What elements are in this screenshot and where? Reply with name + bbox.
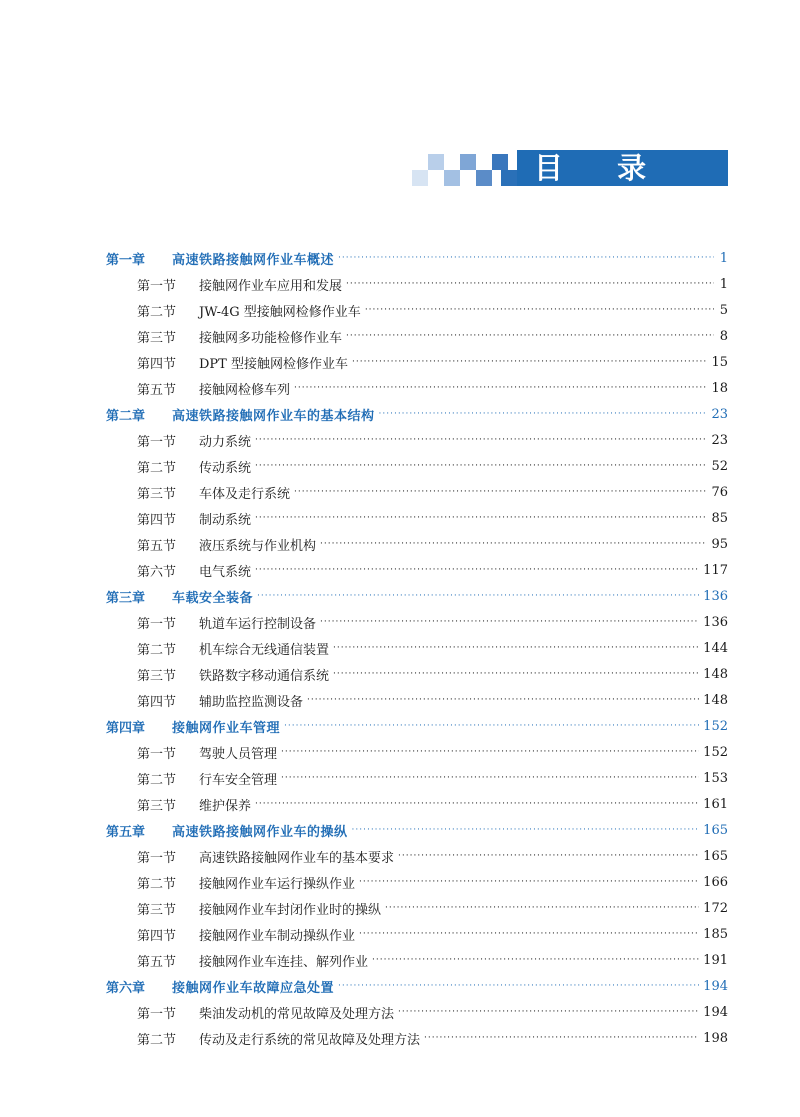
toc-entry-title: 高速铁路接触网作业车的基本结构 — [172, 408, 375, 424]
dot-leader — [398, 1005, 699, 1019]
dot-leader — [255, 563, 699, 577]
toc-entry-number: 第一节 — [137, 746, 177, 762]
toc-entry-number: 第一章 — [106, 252, 146, 268]
toc-section-row[interactable] — [137, 479, 728, 505]
toc-page-number: 85 — [711, 510, 728, 526]
toc-entry-number: 第二节 — [137, 642, 177, 658]
toc-section-row[interactable] — [137, 453, 728, 479]
toc-entry-title: 车体及走行系统 — [199, 486, 291, 502]
dot-leader — [257, 589, 699, 603]
toc-page-number: 191 — [703, 952, 728, 968]
toc-entry-number: 第六章 — [106, 980, 146, 996]
dot-leader — [365, 303, 714, 317]
dot-leader — [255, 797, 699, 811]
toc-page-number: 5 — [719, 302, 728, 318]
toc-entry-number: 第四章 — [106, 720, 146, 736]
toc-page-number: 198 — [703, 1030, 728, 1046]
dot-leader — [255, 459, 707, 473]
toc-chapter-row[interactable] — [106, 973, 728, 999]
toc-entry-title: 制动系统 — [199, 512, 252, 528]
toc-entry-title: 铁路数字移动通信系统 — [199, 668, 330, 684]
toc-entry-title: 接触网检修车列 — [199, 382, 291, 398]
toc-entry-title: 行车安全管理 — [199, 772, 278, 788]
toc-section-row[interactable] — [137, 323, 728, 349]
toc-entry-title: 高速铁路接触网作业车的操纵 — [172, 824, 348, 840]
toc-section-row[interactable] — [137, 635, 728, 661]
toc-page-number: 194 — [703, 978, 728, 994]
dot-leader — [398, 849, 699, 863]
decor-square — [501, 170, 517, 186]
toc-page-number: 136 — [703, 614, 728, 630]
toc-entry-title: 辅助监控监测设备 — [199, 694, 304, 710]
toc-section-row[interactable] — [137, 739, 728, 765]
toc-section-row[interactable] — [137, 271, 728, 297]
toc-entry-title: 车载安全装备 — [172, 590, 254, 606]
toc-page-number: 8 — [719, 328, 728, 344]
dot-leader — [359, 927, 699, 941]
toc-entry-number: 第五章 — [106, 824, 146, 840]
toc-page-number: 76 — [711, 484, 728, 500]
toc-section-row[interactable] — [137, 1025, 728, 1051]
dot-leader — [346, 277, 714, 291]
dot-leader — [320, 615, 699, 629]
toc-entry-title: 接触网作业车运行操纵作业 — [199, 876, 356, 892]
decor-square — [460, 154, 476, 170]
dot-leader — [333, 641, 699, 655]
toc-entry-number: 第一节 — [137, 616, 177, 632]
toc-section-row[interactable] — [137, 843, 728, 869]
toc-entry-title: 接触网作业车制动操纵作业 — [199, 928, 356, 944]
toc-entry-number: 第二节 — [137, 460, 177, 476]
toc-page-number: 95 — [711, 536, 728, 552]
toc-page-number: 172 — [703, 900, 728, 916]
dot-leader — [333, 667, 699, 681]
toc-section-row[interactable] — [137, 609, 728, 635]
dot-leader — [338, 251, 714, 265]
toc-entry-number: 第四节 — [137, 512, 177, 528]
toc-entry-title: 接触网作业车故障应急处置 — [172, 980, 335, 996]
toc-chapter-row[interactable] — [106, 817, 728, 843]
toc-entry-number: 第三节 — [137, 486, 177, 502]
toc-entry-number: 第二节 — [137, 772, 177, 788]
dot-leader — [352, 823, 700, 837]
toc-page-number: 161 — [703, 796, 728, 812]
toc-chapter-row[interactable] — [106, 401, 728, 427]
decor-square — [428, 154, 444, 170]
toc-page-number: 165 — [703, 822, 728, 838]
toc-entry-title: 电气系统 — [199, 564, 252, 580]
toc-section-row[interactable] — [137, 557, 728, 583]
toc-entry-number: 第一节 — [137, 850, 177, 866]
toc-entry-number: 第四节 — [137, 928, 177, 944]
decor-square — [444, 170, 460, 186]
dot-leader — [385, 901, 699, 915]
dot-leader — [338, 979, 699, 993]
toc-section-row[interactable] — [137, 375, 728, 401]
dot-leader — [359, 875, 699, 889]
toc-entry-number: 第三节 — [137, 902, 177, 918]
toc-entry-number: 第二节 — [137, 876, 177, 892]
toc-section-row[interactable] — [137, 297, 728, 323]
toc-page-number: 52 — [711, 458, 728, 474]
toc-entry-number: 第一节 — [137, 278, 177, 294]
toc-chapter-row[interactable] — [106, 713, 728, 739]
toc-section-row[interactable] — [137, 531, 728, 557]
toc-page-number: 148 — [703, 692, 728, 708]
toc-section-row[interactable] — [137, 921, 728, 947]
toc-entry-number: 第二节 — [137, 304, 177, 320]
dot-leader — [346, 329, 714, 343]
toc-entry-title: 维护保养 — [199, 798, 252, 814]
dot-leader — [307, 693, 699, 707]
toc-page-number: 185 — [703, 926, 728, 942]
page-title: 目 录 — [534, 151, 669, 185]
toc-entry-title: DPT 型接触网检修作业车 — [199, 356, 348, 372]
toc-entry-title: JW-4G 型接触网检修作业车 — [199, 304, 361, 320]
toc-entry-number: 第五节 — [137, 538, 177, 554]
toc-section-row[interactable] — [137, 349, 728, 375]
dot-leader — [294, 485, 707, 499]
toc-entry-title: 接触网作业车封闭作业时的操纵 — [199, 902, 382, 918]
toc-entry-number: 第二章 — [106, 408, 146, 424]
toc-page-number: 165 — [703, 848, 728, 864]
toc-entry-title: 接触网作业车应用和发展 — [199, 278, 343, 294]
toc-entry-title: 机车综合无线通信装置 — [199, 642, 330, 658]
toc-entry-number: 第一节 — [137, 434, 177, 450]
toc-entry-number: 第三节 — [137, 668, 177, 684]
toc-entry-number: 第三章 — [106, 590, 146, 606]
toc-page-number: 1 — [719, 250, 728, 266]
toc-page-number: 152 — [703, 718, 728, 734]
toc-section-row[interactable] — [137, 661, 728, 687]
dot-leader — [255, 511, 707, 525]
toc-section-row[interactable] — [137, 765, 728, 791]
toc-page-number: 15 — [711, 354, 728, 370]
toc-section-row[interactable] — [137, 505, 728, 531]
toc-section-row[interactable] — [137, 687, 728, 713]
decor-square — [492, 154, 508, 170]
toc-page-number: 23 — [711, 406, 728, 422]
toc-section-row[interactable] — [137, 427, 728, 453]
toc-page-number: 23 — [711, 432, 728, 448]
decor-square — [412, 170, 428, 186]
toc-entry-title: 驾驶人员管理 — [199, 746, 278, 762]
decor-square — [476, 170, 492, 186]
toc-entry-title: 液压系统与作业机构 — [199, 538, 317, 554]
toc-entry-number: 第四节 — [137, 694, 177, 710]
dot-leader — [372, 953, 699, 967]
toc-section-row[interactable] — [137, 869, 728, 895]
toc-entry-number: 第二节 — [137, 1032, 177, 1048]
dot-leader — [294, 381, 707, 395]
dot-leader — [379, 407, 708, 421]
toc-entry-number: 第三节 — [137, 330, 177, 346]
toc-page-number: 144 — [703, 640, 728, 656]
toc-page-number: 194 — [703, 1004, 728, 1020]
toc-section-row[interactable] — [137, 999, 728, 1025]
dot-leader — [255, 433, 707, 447]
toc-page-number: 152 — [703, 744, 728, 760]
toc-page-number: 166 — [703, 874, 728, 890]
dot-leader — [281, 771, 699, 785]
toc-section-row[interactable] — [137, 791, 728, 817]
toc-page-number: 136 — [703, 588, 728, 604]
toc-entry-title: 接触网作业车连挂、解列作业 — [199, 954, 369, 970]
toc-page-number: 148 — [703, 666, 728, 682]
toc-entry-title: 动力系统 — [199, 434, 252, 450]
toc-page-number: 153 — [703, 770, 728, 786]
dot-leader — [320, 537, 707, 551]
toc-page-number: 1 — [719, 276, 728, 292]
toc-entry-title: 传动及走行系统的常见故障及处理方法 — [199, 1032, 421, 1048]
toc-entry-number: 第五节 — [137, 954, 177, 970]
toc-entry-number: 第五节 — [137, 382, 177, 398]
toc-chapter-row[interactable] — [106, 245, 728, 271]
toc-entry-title: 柴油发动机的常见故障及处理方法 — [199, 1006, 395, 1022]
toc-entry-title: 接触网多功能检修作业车 — [199, 330, 343, 346]
dot-leader — [284, 719, 699, 733]
toc-section-row[interactable] — [137, 947, 728, 973]
dot-leader — [281, 745, 699, 759]
dot-leader — [352, 355, 707, 369]
toc-entry-number: 第四节 — [137, 356, 177, 372]
toc-chapter-row[interactable] — [106, 583, 728, 609]
dot-leader — [424, 1031, 699, 1045]
toc-entry-number: 第一节 — [137, 1006, 177, 1022]
toc-entry-title: 高速铁路接触网作业车概述 — [172, 252, 335, 268]
toc-header — [412, 150, 728, 186]
toc-entry-title: 高速铁路接触网作业车的基本要求 — [199, 850, 395, 866]
toc-entry-title: 接触网作业车管理 — [172, 720, 281, 736]
toc-entry-title: 传动系统 — [199, 460, 252, 476]
toc-page-number: 18 — [711, 380, 728, 396]
toc-entry-number: 第六节 — [137, 564, 177, 580]
toc-section-row[interactable] — [137, 895, 728, 921]
toc-entry-number: 第三节 — [137, 798, 177, 814]
toc-page-number: 117 — [703, 562, 728, 578]
toc-entry-title: 轨道车运行控制设备 — [199, 616, 317, 632]
